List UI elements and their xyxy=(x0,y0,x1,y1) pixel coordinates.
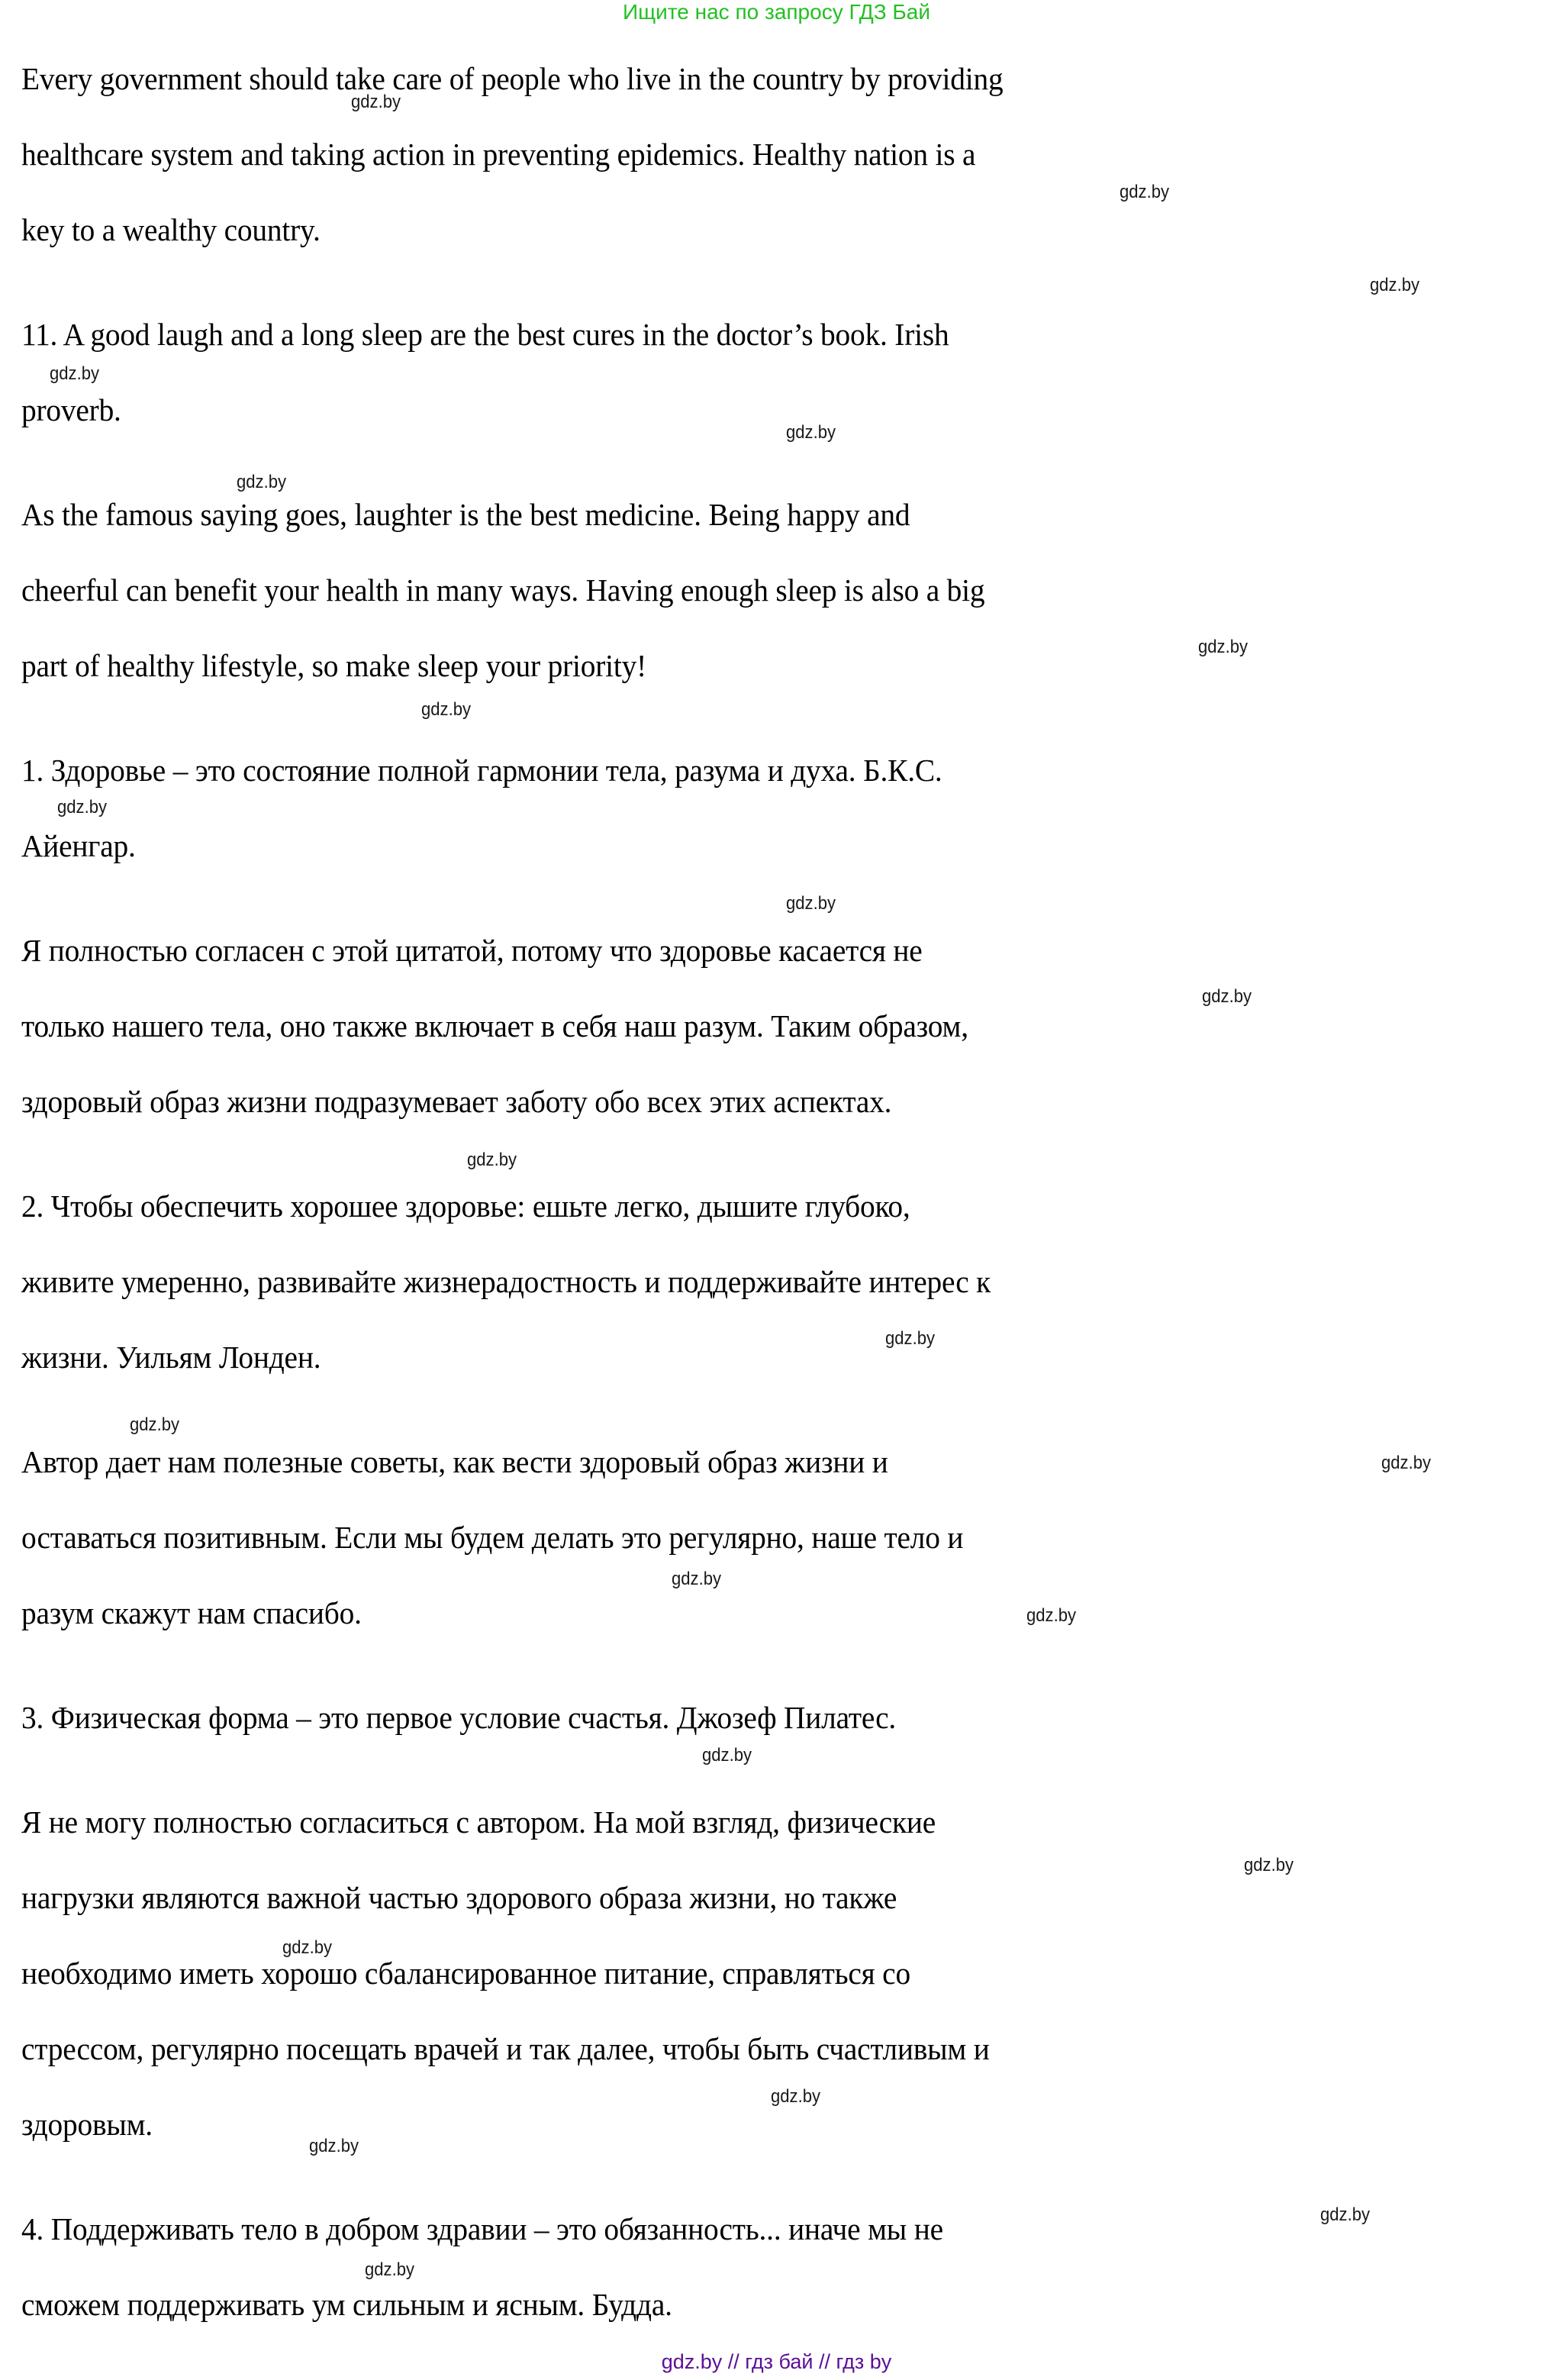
paragraph xyxy=(21,1785,1536,2162)
paragraph xyxy=(21,1424,1536,1651)
text-line: proverb. xyxy=(21,392,121,427)
gdz-watermark: gdz.by xyxy=(130,1414,180,1435)
gdz-watermark: gdz.by xyxy=(282,1937,333,1958)
gdz-watermark: gdz.by xyxy=(237,472,287,492)
text-line: 11. A good laugh and a long sleep are the best cures in the doctor’s book. Irish xyxy=(21,317,949,352)
text-line: нагрузки являются важной частью здорового образа жизни, но также xyxy=(21,1880,897,1915)
gdz-watermark: gdz.by xyxy=(467,1150,517,1170)
text-line: cheerful can benefit your health in many ways. Having enough sleep is also a big xyxy=(21,572,985,608)
gdz-watermark: gdz.by xyxy=(50,363,100,384)
text-line: key to a wealthy country. xyxy=(21,212,321,247)
paragraph xyxy=(21,1680,1536,1756)
text-line: здоровый образ жизни подразумевает заботу обо всех этих аспектах. xyxy=(21,1084,892,1119)
text-line: Я полностью согласен с этой цитатой, потому что здоровье касается не xyxy=(21,933,923,968)
gdz-watermark: gdz.by xyxy=(1120,182,1170,202)
text-line: необходимо иметь хорошо сбалансированное питание, справляться со xyxy=(21,1956,910,1991)
paragraph xyxy=(21,477,1536,704)
paragraph xyxy=(21,41,1536,268)
text-line: healthcare system and taking action in preventing epidemics. Healthy nation is a xyxy=(21,137,976,172)
text-line: Я не могу полностью согласиться с автором. На мой взгляд, физические xyxy=(21,1804,936,1840)
paragraph xyxy=(21,913,1536,1140)
paragraph xyxy=(21,733,1536,884)
text-line: 2. Чтобы обеспечить хорошее здоровье: ешьте легко, дышите глубоко, xyxy=(21,1188,910,1224)
promo-footer-text: gdz.by // гдз бай // гдз by xyxy=(661,2350,892,2373)
text-line: только нашего тела, оно также включает в себя наш разум. Таким образом, xyxy=(21,1008,968,1043)
text-line: part of healthy lifestyle, so make sleep your priority! xyxy=(21,648,647,683)
paragraph xyxy=(21,1169,1536,1395)
text-line: 4. Поддерживать тело в добром здравии – это обязанность... иначе мы не xyxy=(21,2211,943,2246)
gdz-watermark: gdz.by xyxy=(1320,2204,1371,2225)
text-line: жизни. Уильям Лонден. xyxy=(21,1340,321,1375)
gdz-watermark: gdz.by xyxy=(672,1569,722,1589)
gdz-watermark: gdz.by xyxy=(421,699,472,720)
gdz-watermark: gdz.by xyxy=(786,893,836,914)
text-line: сможем поддерживать ум сильным и ясным. Будда. xyxy=(21,2287,672,2322)
gdz-watermark: gdz.by xyxy=(702,1745,752,1766)
paragraph xyxy=(21,2191,1536,2343)
text-line: разум скажут нам спасибо. xyxy=(21,1595,362,1630)
gdz-watermark: gdz.by xyxy=(1198,637,1249,657)
text-line: 3. Физическая форма – это первое условие счастья. Джозеф Пилатес. xyxy=(21,1700,897,1735)
paragraph xyxy=(21,297,1536,448)
gdz-watermark: gdz.by xyxy=(1026,1605,1077,1626)
text-line: As the famous saying goes, laughter is the best medicine. Being happy and xyxy=(21,497,910,532)
gdz-watermark: gdz.by xyxy=(885,1328,936,1349)
gdz-watermark: gdz.by xyxy=(1244,1855,1294,1875)
text-line: живите умеренно, развивайте жизнерадостность и поддерживайте интерес к xyxy=(21,1264,991,1299)
text-line: оставаться позитивным. Если мы будем делать это регулярно, наше тело и xyxy=(21,1520,964,1555)
gdz-watermark: gdz.by xyxy=(351,92,401,112)
gdz-watermark: gdz.by xyxy=(1370,275,1420,295)
text-line: здоровым. xyxy=(21,2107,153,2142)
gdz-watermark: gdz.by xyxy=(1202,986,1252,1007)
text-line: 1. Здоровье – это состояние полной гармонии тела, разума и духа. Б.К.С. xyxy=(21,753,942,788)
gdz-watermark: gdz.by xyxy=(771,2086,821,2107)
text-line: Автор дает нам полезные советы, как вести здоровый образ жизни и xyxy=(21,1444,888,1479)
gdz-watermark: gdz.by xyxy=(1381,1453,1432,1473)
text-line: Айенгар. xyxy=(21,828,136,863)
gdz-watermark: gdz.by xyxy=(786,422,836,443)
gdz-watermark: gdz.by xyxy=(57,797,108,818)
gdz-watermark: gdz.by xyxy=(309,2136,359,2156)
text-line: Every government should take care of people who live in the country by providing xyxy=(21,61,1004,96)
gdz-watermark: gdz.by xyxy=(365,2259,415,2280)
document-body xyxy=(21,41,1536,2343)
text-line: стрессом, регулярно посещать врачей и так далее, чтобы быть счастливым и xyxy=(21,2031,990,2066)
promo-header-text: Ищите нас по запросу ГДЗ Бай xyxy=(622,0,931,24)
